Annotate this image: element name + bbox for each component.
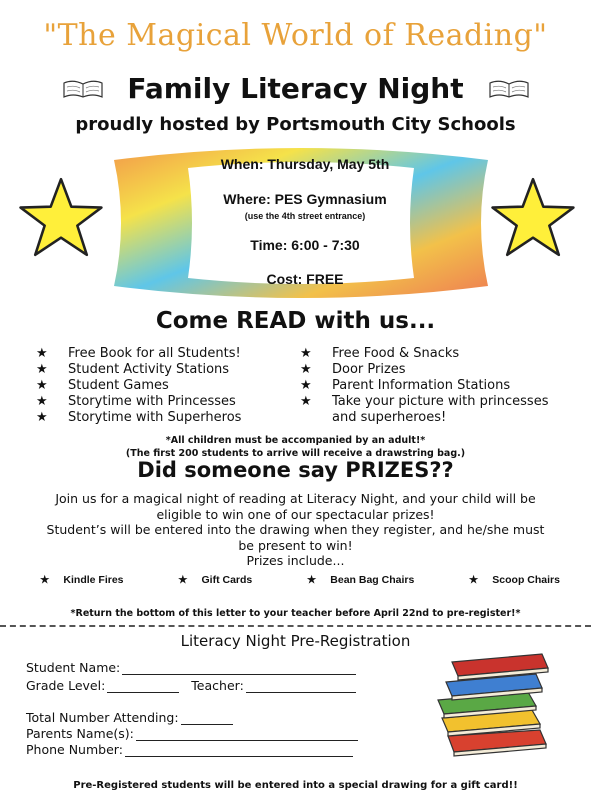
- footer-note: Pre-Registered students will be entered into a special drawing for a gift card!!: [73, 780, 518, 791]
- list-item: ★ Student Games: [36, 378, 169, 393]
- star-bullet-icon: ★: [36, 378, 48, 393]
- star-bullet-icon: ★: [300, 346, 312, 361]
- list-item: ★ Storytime with Superheros: [36, 410, 242, 425]
- student-name-field[interactable]: [122, 662, 356, 675]
- star-bullet-icon: ★: [36, 394, 48, 409]
- prizes-heading: Did someone say PRIZES??: [137, 458, 454, 482]
- student-name-row: [26, 660, 356, 675]
- prize-item: ★ Kindle Fires: [40, 574, 124, 586]
- star-bullet-icon: ★: [36, 410, 48, 425]
- phone-number-field[interactable]: [125, 744, 353, 757]
- host-subheading: proudly hosted by Portsmouth City Schools: [75, 114, 516, 135]
- prize-item: ★ Bean Bag Chairs: [306, 574, 415, 586]
- registration-title: Literacy Night Pre-Registration: [180, 632, 411, 650]
- teacher-field[interactable]: [246, 680, 356, 693]
- prizes-description: Join us for a magical night of reading at Literacy Night, and your child will be eligible to win one of our spectacular prizes! Student’s will be entered into the drawing when they register, and he/she must be present to win! Prizes include...: [46, 491, 545, 568]
- phone-row: [26, 742, 353, 757]
- prize-item: ★ Gift Cards: [178, 574, 253, 586]
- total-attending-field[interactable]: [181, 712, 233, 725]
- list-item: ★ Storytime with Princesses: [36, 394, 236, 409]
- list-item: ★ Free Food & Snacks: [300, 346, 460, 361]
- phone-number-label: Phone Number:: [26, 742, 123, 757]
- event-time: Time: 6:00 - 7:30: [250, 237, 360, 253]
- adult-notice: *All children must be accompanied by an adult!* (The first 200 students to arrive will receive a drawstring bag.): [125, 435, 466, 459]
- attending-row: [26, 710, 233, 725]
- event-heading: Family Literacy Night: [127, 72, 464, 105]
- grade-level-field[interactable]: [107, 680, 179, 693]
- list-item: ★ Free Book for all Students!: [36, 346, 241, 361]
- teacher-label: Teacher:: [191, 678, 244, 693]
- book-stack-icon: [432, 648, 556, 760]
- star-icon: [490, 175, 576, 259]
- grade-level-label: Grade Level:: [26, 678, 106, 693]
- grade-teacher-row: [26, 678, 356, 693]
- student-name-label: Student Name:: [26, 660, 121, 675]
- star-bullet-icon: ★: [300, 362, 312, 377]
- star-bullet-icon: ★: [468, 574, 479, 586]
- event-entrance: (use the 4th street entrance): [244, 211, 366, 221]
- star-bullet-icon: ★: [40, 574, 50, 586]
- star-bullet-icon: ★: [300, 394, 312, 409]
- event-when: When: Thursday, May 5th: [220, 156, 390, 172]
- star-bullet-icon: ★: [36, 362, 48, 377]
- parents-row: [26, 726, 358, 741]
- activity-list-left: [36, 346, 286, 426]
- total-attending-label: Total Number Attending:: [26, 710, 179, 725]
- open-book-icon: [488, 78, 530, 100]
- prize-item: ★ Scoop Chairs: [468, 574, 560, 586]
- prize-list: [40, 574, 560, 586]
- activity-list-right: [300, 346, 560, 426]
- list-item: ★ Door Prizes: [300, 362, 406, 377]
- star-bullet-icon: ★: [36, 346, 48, 361]
- list-item: ★ Student Activity Stations: [36, 362, 230, 377]
- come-read-heading: Come READ with us...: [155, 308, 436, 334]
- parents-names-label: Parents Name(s):: [26, 726, 134, 741]
- star-bullet-icon: ★: [178, 574, 188, 586]
- list-item: ★ Take your picture with princesses and superheroes!: [300, 394, 549, 425]
- list-item: ★ Parent Information Stations: [300, 378, 511, 393]
- parents-names-field[interactable]: [136, 728, 358, 741]
- star-bullet-icon: ★: [300, 378, 312, 393]
- star-icon: [18, 175, 104, 259]
- star-bullet-icon: ★: [306, 574, 317, 586]
- return-note: *Return the bottom of this letter to your teacher before April 22nd to pre-register!*: [70, 608, 521, 619]
- event-where: Where: PES Gymnasium: [223, 191, 387, 207]
- event-cost: Cost: FREE: [266, 271, 344, 287]
- cut-line: [0, 625, 591, 627]
- flyer-title: "The Magical World of Reading": [43, 18, 548, 53]
